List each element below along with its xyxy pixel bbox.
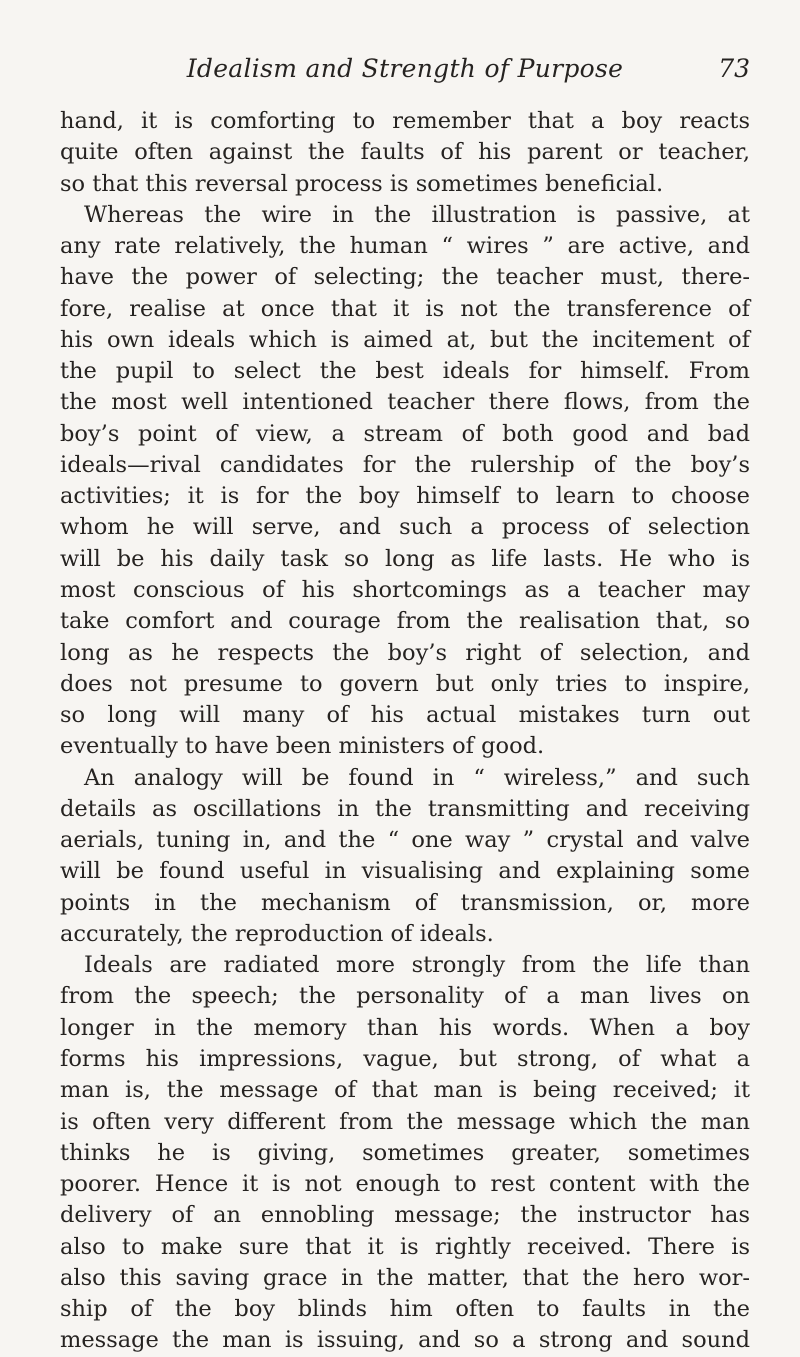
text-line: take comfort and courage from the realisation that, so xyxy=(60,608,750,635)
text-line: also this saving grace in the matter, that the hero wor- xyxy=(60,1264,750,1291)
text-line: whom he will serve, and such a process of selection xyxy=(60,514,750,541)
text-line: thinks he is giving, sometimes greater, sometimes xyxy=(60,1139,750,1166)
text-line: fore, realise at once that it is not the transference of xyxy=(60,295,750,322)
text-line: the most well intentioned teacher there flows, from the xyxy=(60,389,750,416)
running-head xyxy=(60,49,750,89)
text-line: have the power of selecting; the teacher must, there- xyxy=(60,264,750,291)
text-line: hand, it is comforting to remember that a boy reacts xyxy=(60,108,750,134)
text-line: his own ideals which is aimed at, but the incitement of xyxy=(60,326,750,353)
text-line: poorer. Hence it is not enough to rest content with the xyxy=(60,1171,750,1198)
text-line: forms his impressions, vague, but strong, of what a xyxy=(60,1045,750,1072)
text-line: ideals—rival candidates for the rulership of the boy’s xyxy=(60,451,750,478)
text-line: also to make sure that it is rightly received. There is xyxy=(60,1233,750,1260)
text-line: man is, the message of that man is being received; it xyxy=(60,1077,750,1104)
text-line: does not presume to govern but only tries to inspire, xyxy=(60,670,750,697)
page-number: 73 xyxy=(718,54,750,83)
text-line: will be his daily task so long as life lasts. He who is xyxy=(60,545,750,572)
text-line: accurately, the reproduction of ideals. xyxy=(60,920,494,947)
text-line: so that this reversal process is sometimes beneficial. xyxy=(60,170,664,197)
body-text xyxy=(60,106,750,1357)
text-line: will be found useful in visualising and explaining some xyxy=(60,858,750,885)
text-line: longer in the memory than his words. When a boy xyxy=(60,1014,750,1041)
text-line: message the man is issuing, and so a strong and sound xyxy=(60,1327,750,1354)
text-line: from the speech; the personality of a man lives on xyxy=(60,983,750,1010)
text-line: aerials, tuning in, and the “ one way ” crystal and valve xyxy=(60,827,750,854)
text-line: An analogy will be found in “ wireless,” and such xyxy=(84,764,750,791)
running-title: Idealism and Strength of Purpose xyxy=(186,54,624,83)
text-line: long as he respects the boy’s right of selection, and xyxy=(60,639,750,666)
text-line: eventually to have been ministers of good. xyxy=(60,733,545,760)
text-line: Ideals are radiated more strongly from the life than xyxy=(84,952,750,979)
text-line: is often very different from the message which the man xyxy=(60,1108,750,1135)
text-line: most conscious of his shortcomings as a teacher may xyxy=(60,576,750,603)
text-line: the pupil to select the best ideals for himself. From xyxy=(60,358,750,385)
text-line: details as oscillations in the transmitting and receiving xyxy=(60,795,750,822)
text-line: quite often against the faults of his parent or teacher, xyxy=(60,139,750,166)
text-line: any rate relatively, the human “ wires ” are active, and xyxy=(60,233,750,260)
text-line: Whereas the wire in the illustration is passive, at xyxy=(84,201,750,228)
text-line: delivery of an ennobling message; the instructor has xyxy=(60,1202,750,1229)
text-line: ship of the boy blinds him often to faults in the xyxy=(60,1296,750,1323)
text-line: activities; it is for the boy himself to learn to choose xyxy=(60,483,750,510)
text-line: points in the mechanism of transmission, or, more xyxy=(60,889,750,916)
text-line: so long will many of his actual mistakes turn out xyxy=(60,702,750,729)
text-line: boy’s point of view, a stream of both good and bad xyxy=(60,420,750,447)
